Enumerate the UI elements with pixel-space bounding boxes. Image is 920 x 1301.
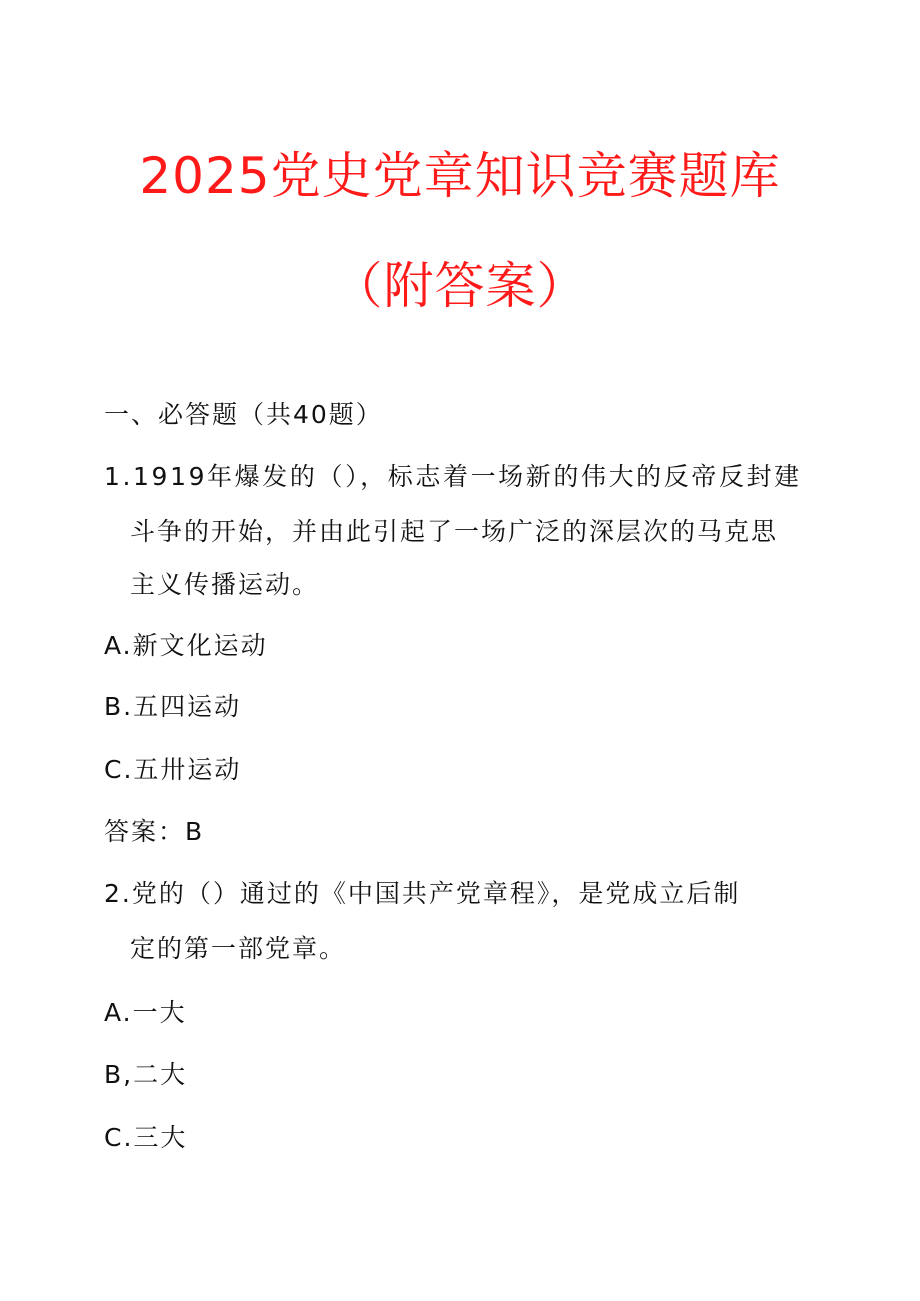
section-heading: 一、必答题（共40题） bbox=[104, 400, 383, 429]
question-1-stem-line-3: 主义传播运动。 bbox=[130, 570, 320, 599]
document-title-line-1: 2025党史党章知识竞赛题库 bbox=[139, 147, 781, 205]
question-1-option-b: B.五四运动 bbox=[104, 692, 242, 721]
question-2-option-c: C.三大 bbox=[104, 1123, 188, 1152]
question-1-option-a: A.新文化运动 bbox=[104, 631, 268, 660]
question-1-option-c: C.五卅运动 bbox=[104, 755, 242, 784]
question-2-stem-line-1: 2.党的（）通过的《中国共产党章程》，是党成立后制 bbox=[104, 879, 741, 908]
question-1-answer: 答案：B bbox=[104, 817, 205, 846]
question-1-stem-line-1: 1.1919年爆发的（），标志着一场新的伟大的反帝反封建 bbox=[104, 462, 802, 491]
question-2-option-a: A.一大 bbox=[104, 998, 187, 1027]
question-2-stem-line-2: 定的第一部党章。 bbox=[130, 934, 347, 963]
question-2-option-b: B,二大 bbox=[104, 1060, 188, 1089]
question-1-stem-line-2: 斗争的开始，并由此引起了一场广泛的深层次的马克思 bbox=[130, 517, 779, 546]
document-title-line-2: （附答案） bbox=[332, 257, 588, 315]
